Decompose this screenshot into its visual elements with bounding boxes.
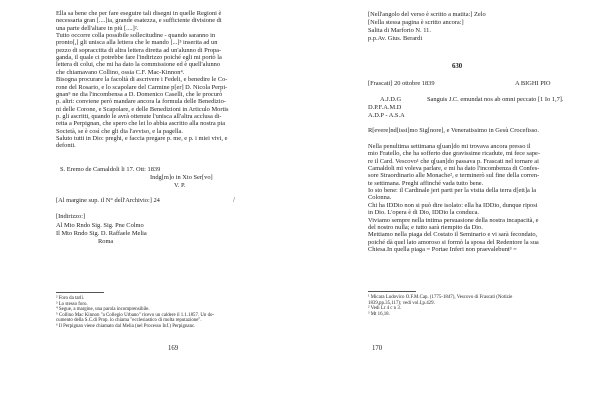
- body-text-line: Colonna.: [368, 194, 392, 202]
- footnote-rule: [368, 291, 416, 292]
- body-text-line: te settimana. Preghi affinché vada tutto bene.: [368, 179, 484, 187]
- address-line-1: Al Mto Rndo Sig. Sig. Pne Colmo: [56, 222, 144, 229]
- body-text-line: rone del Rosario, e lo scapolare del Carmine p[er] D. Nicola Perpi-: [56, 83, 228, 91]
- footnote-line: ¹ Micara Ludovico O.F.M.Cap. (1775-1847), Vescovo di Frascati (Notizie: [368, 295, 513, 300]
- body-text-line: retta a Perpignan, che spero che lei lo abbia ascritto alla nostra pia: [56, 120, 226, 128]
- body-text-line: pezzo di sopraccitta di altra lettera diretta ad un'alunno di Propa-: [56, 46, 222, 54]
- address-line-2: Il Mto Rndo Sig. D. Raffaele Melia: [56, 230, 147, 237]
- archive-margin-note: [Al margine sup. il N° dell'Archivio:] 24: [56, 197, 160, 204]
- body-text-line: ganda, il quale ci potrebbe fare l'indirizzo poiché egli mi portò la: [56, 54, 222, 62]
- body-text-line: pronto[,] gli unisca alla lettera che le mando [...]³ inserita ad un: [56, 39, 218, 47]
- body-text-line: defonti.: [56, 142, 76, 150]
- body-text-line: Mettiamo nella piaga del Costato il Seminario e vi sarà fecondato,: [368, 231, 538, 239]
- pencil-tick-mark: /: [233, 196, 235, 204]
- footnote-line: ³ Mt 16,18.: [368, 311, 390, 317]
- footnote-line: ⁵ Collino Mac Kinnon "a Collegio Urbano" ricevo un caldere il 1.1.1857. Un do-: [56, 312, 215, 318]
- invocation: Sanguis J.C. emundat nos ab omni peccato [1 Io 1,7].: [427, 96, 564, 103]
- body-text-line: p. altri: conviene però mandare ancora la formula delle Benedizio-: [56, 98, 226, 106]
- body-text-line: Camaldoli mi voleva parlare, e mi ha dato l'incombenza di Confes-: [368, 165, 540, 173]
- body-text-line: p. gli ascritti, quando le avrà ottenute l'unisca all'altra acclusa di-: [56, 112, 222, 120]
- footnote-line: ⁴ Segue, a margine, una parola incomprensibile.: [56, 307, 150, 313]
- footnote-line: ² Foro da tarli.: [56, 296, 85, 301]
- body-text-line: Chiesa.In quella piaga = Portae Inferi non praevalebunt³ =: [368, 245, 517, 253]
- footnote-line: cumento della S.C.di Prop. lo chiama "ecclesiastico di molta reputazione".: [56, 318, 202, 324]
- archival-header-line: [Nella stessa pagina è scritto ancora:]: [368, 19, 464, 26]
- body-text-line: Saluto tutti in Dio: preghi, e faccia pregare p. me, e p. i miei vivi, e: [56, 134, 228, 142]
- dateline: [Frascati] 20 ottobre 1839: [368, 80, 435, 87]
- body-text-line: poiché dà quel lato amoroso si formò la sposa del Redentore la sua: [368, 238, 539, 246]
- body-text-line: mio Fratello, che ha sofferto due gravissime ricadute, mi fece sape-: [368, 150, 541, 158]
- archival-header-line: Salita di Marforio N. 11.: [368, 27, 431, 34]
- archival-header-line: p.p.Av. Gius. Berardi: [368, 35, 423, 42]
- body-text-line: Tutto occorre colla possibile sollecitudine - quando saranno in: [56, 32, 216, 40]
- abbreviation-line: D.P.F.A.M.D: [368, 104, 402, 111]
- address-label: [Indirizzo:]: [56, 213, 86, 220]
- body-text-line: Bisogna procurare la facoltà di ascrivere i Fedeli, e benedire le Co-: [56, 76, 228, 84]
- body-text-line: Chi ha IDDio non si può dire isolato: ella ha IDDio, dunque riposi: [368, 201, 538, 209]
- body-text-line: una parte dell'altare in più [....]².: [56, 24, 139, 32]
- body-text-line: che chiamavano Collino, ossia C.F. Mac-Kinnon⁴.: [56, 68, 185, 76]
- body-text-line: necessaria gran [....]ia, grande esatezza, e sufficiente divisione di: [56, 17, 222, 25]
- body-text-line: Società, se è così che gli dia l'avviso, e la pagella.: [56, 127, 183, 135]
- footnote-line: ² Vedi Lr 4 c n 3.: [368, 306, 402, 312]
- body-text-line: Viviamo sempre nella intima persuasione della nostra incapacità, e: [368, 216, 539, 224]
- signature-name: Indg[m]o in Xto Ser[vo]: [150, 174, 213, 181]
- body-text-line: re il Card. Vescovo¹ che q[uan]do passava p. Frascati nel tornare ai: [368, 157, 539, 165]
- signature-line: S. Eremo de Camaldoli li 17. Ott: 1839: [60, 166, 161, 173]
- body-text-line: in Dio. L'opera è di Dio, IDDio la conduca.: [368, 209, 480, 217]
- body-text-line: Io sto bene: il Cardinale jeri parti per la visita della terra d[ett]a la: [368, 187, 537, 195]
- page-number: 170: [372, 345, 383, 352]
- salutation: R[evere]nd[issi]mo Sig[nore], e Veneratissimo in Gesù Crocefisso.: [368, 127, 539, 134]
- body-text-line: gnan⁵ ne dia l'incombensa a D. Domenico Caselli, che le procurò: [56, 90, 223, 98]
- recipient-heading: A BIGHI PIO: [515, 80, 551, 87]
- abbreviation-line: A.J.D.G: [380, 96, 402, 103]
- footnote-line: ³ Lo stesso foro.: [56, 301, 88, 307]
- body-text-line: ni delle Corone, e Scapolare, e delle Benedizioni in Articulo Mortis: [56, 105, 229, 113]
- signature-initials: V. P.: [174, 182, 186, 189]
- right-page: [298, 0, 596, 406]
- footnote-line: ⁶ Il Perpignan viene chiamato dal Melia (nel Processo Inf.) Perpignanc.: [56, 324, 196, 329]
- letter-number: 630: [452, 63, 463, 70]
- abbreviation-line: A.D.P - A.S.A: [368, 112, 405, 119]
- body-text-line: Nella penultima settimana q[uan]do mi trovava ancora presso il: [368, 143, 531, 150]
- body-text-line: lettera di colui, che mi ha dato la commissione ed è quell'alunno: [56, 61, 221, 69]
- body-text-line: Ella sa bene che per fare eseguire tali disegni in quelle Regioni è: [56, 10, 222, 17]
- page-number: 169: [168, 345, 179, 352]
- body-text-line: sore Straordinario alle Monache², e terminerò sul fine della corren-: [368, 172, 540, 180]
- archival-header-line: [Nell'angolo del verso è scritto a matita:] Zelo: [368, 11, 486, 18]
- body-text-line: del nostro nulla; e tutto sarà riempito da Dio.: [368, 223, 483, 231]
- address-line-3: Roma: [98, 238, 114, 245]
- footnote-line: 1839,pp.35,117); vedi vol.I,p.429.: [368, 300, 435, 306]
- footnote-rule: [56, 292, 104, 293]
